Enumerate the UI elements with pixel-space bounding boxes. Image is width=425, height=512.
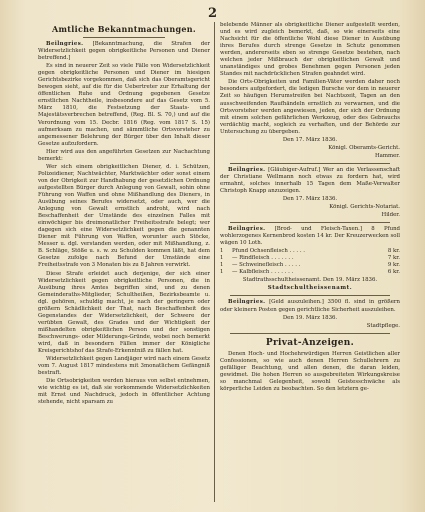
right-column — [220, 22, 400, 506]
notice-signature: Hilder. — [381, 212, 400, 219]
loan-notice: Beilngries. [Geld auszuleihen.] 3500 fl. sind in größern oder kleinern Posten gegen gerichtliche Sicherheit auszuleihen. — [220, 299, 400, 313]
notice-place: Beilngries. — [228, 226, 266, 233]
paragraph: Widersetzlichkeit gegen Landjäger wird nach einem Gesetz vom 7. August 1817 mindestens mit 3monatlichem Gefängniß bestraft. — [38, 356, 210, 377]
price-notice: Beilngries. [Brod- und Fleisch-Taxen.] 8 Pfund wohlerzogenes Kernenbrod kosten 14 kr. Der Kreuzerwecken soll wägen 10 Loth. — [220, 226, 400, 247]
price-row: 1 — Kalbfleisch . . . . . . . 6 kr. — [220, 269, 400, 276]
creditor-notice: Beilngries. [Gläubiger-Aufruf.] Wer an die Verlassenschaft der Christiane Wellmann noch etwas zu fordern hat, wird ermahnt, solches innerhalb 15 Tagen dem Maße-Verwalter Christoph Knapp anzuzeigen. — [220, 166, 400, 195]
notice-place: Beilngries. — [228, 299, 266, 306]
notice-authority: Königl. Gerichts-Notariat. — [329, 204, 400, 211]
notice-date: Den 17. März 1836. — [282, 136, 338, 143]
left-column — [38, 22, 210, 506]
price-list — [220, 248, 400, 276]
notice-date: Den 19. März 1836. — [282, 314, 338, 321]
notice-signature: Stadtpflege. — [366, 322, 400, 329]
paragraph: Die Orts-Obrigkeiten und Familien-Väter werden daher noch besonders aufgefordert, die ledigen Bursche vor dem in neuerer Zeit so häufigen Herumstreifen bei Nachtszeit, Tagen an den ausschweifenden Raufhändeln ernstlich zu verwarnen, und die Ortsvorsteher werden angewiesen, jeden, der sich der Ordnung mit einem solchen gefährlichen Werkzeug, oder des Gebrauchs verdächtig macht, sogleich zu verhaften, und der Behörde zur Untersuchung zu übergeben. — [220, 79, 400, 135]
notice-intro — [38, 41, 210, 62]
notice-title: [Bekanntmachung, die Strafen der Widersetzlichkeit gegen obrigkeitliche Personen und Diener betreffend.] — [38, 41, 210, 62]
notice-signature: Hammer. — [374, 152, 400, 159]
section-heading-official: Amtliche Bekanntmachungen. — [52, 24, 196, 34]
price-row: 1 — Rindfleisch . . . . . . . 7 kr. — [220, 255, 400, 262]
notice-authority: Königl. Oberamts-Gericht. — [328, 144, 400, 151]
notice-date: Stadtrathsschultheissenamt. Den 19. März 1836. — [242, 277, 378, 284]
paragraph: Wer sich einem obrigkeitlichen Diener, d. i. Schützen, Polizeidiener, Nachtwächter, Marktwächter oder sonst einem von der Obrigkeit zur Handhabung der gesetzlichen Ordnung aufgestellten Bürger durch Anlegung von Gewalt, sohin ohne Führung von Waffen und ohne Mißhandlung des Dieners, in Ausübung seines Berufes widersetzt, oder auch, wer die Anlegung von Gewalt ernstlich androht, wird nach Beschaffenheit der Umstände des einzelnen Falles mit einwöchiger bis dreimonatlicher Freiheitsstrafe belegt; wer dagegen sich eine Widersetzlichkeit gegen die genannten Diener mit Führung von Waffen, worunter auch Stöcke, Messer u. dgl. verstanden werden, oder mit Mißhandlung, z. B. Schläge, Stöße u. s. w. zu Schulden kommen läßt, hat dem Gesetze zufolge nach Befund der Umstände eine Freiheitsstrafe von 3 Monaten bis zu 8 Jahren verwirkt. — [38, 163, 210, 269]
page-number: 2 — [207, 6, 218, 21]
notice-date: Den 17. März 1836. — [282, 196, 338, 203]
section-heading-private: Privat-Anzeigen. — [265, 337, 355, 348]
separator-rule — [230, 333, 390, 334]
paragraph: Es sind in neuerer Zeit so viele Fälle von Widersetzlichkeit gegen obrigkeitliche Personen und Diener im hiesigen Gerichtsbezirke vorgekommen, daß sich das Oberamtsgericht bewogen sieht, auf die für die Uebertreter zur Erhaltung der öffentlichen Ruhe und Ordnung gegebenen Gesetze ernstlichen Nachtheile, insbesondere auf das Gesetz vom 5. März 1810, die Festsetzung der Staats- und Majestätsverbrechen betreffend, (Reg. Bl. S. 70,) und auf die Verordnung vom 15. Decbr. 1816 (Reg. vom 1817 S. 15) aufmerksam zu machen, und sämmtliche Ortsvorsteher zu angemessener Belehrung der Bürger über den Inhalt dieser Gesetze aufzufordern. — [38, 63, 210, 147]
heading-rule — [83, 37, 165, 38]
paragraph: Die Ortsobrigkeiten werden hieraus von selbst entnehmen, wie wichtig es ist, daß sie vorkommende Widersetzlichkeiten mit Ernst und Nachdruck, jedoch in öffentlicher Achtung stehende, nicht sparsam zu — [38, 378, 210, 406]
price-row: 1 — Schweinefleisch . . . . . 9 kr. — [220, 262, 400, 269]
column-divider — [214, 22, 215, 502]
separator-rule — [230, 163, 390, 164]
paragraph: Hier wird aus den angeführten Gesetzen zur Nachachtung bemerkt: — [38, 148, 210, 162]
paragraph: Denen Hoch- und Hochehrwürdigen Herren Geistlichen aller Confessionen, so wie auch denen Herren Schullehrern zu gefälliger Beachtung, und allen denen, die daran leiden, gewidmet. Die hohen Herren so ausgebreiteten Wirkungskreise so manchmal Gelegenheit, sowohl Geistesschwäche als körperliche Leiden zu beobachten. So den letztern ge- — [220, 350, 400, 392]
notice-signature: Stadtschultheissenamt. — [267, 285, 353, 292]
paragraph: Diese Strafe erleidet auch derjenige, der sich einer Widersetzlichkeit gegen obrigkeitliche Personen, die in Ausübung ihres Amtes begriffen sind, und zu denen Gemeinderaths-Mitglieder, Schultheißen, Bezirksbeamte u. dgl. gehören, schuldig macht, je nach der geringern oder größern Schädlichkeit der That, nach Beschaffenheit des Gegenstandes der Widersetzlichkeit, der Schwere der verübten Gewalt, des Grades und der Wichtigkeit der mißhandelten obrigkeitlichen Person und der sonstigen Beschwerungs- oder Milderungs-Gründe, wobei noch bemerkt wird, daß in besondern Fällen immer der Königliche Kreisgerichtshof das Strafe-Erkenntniß zu fällen hat. — [38, 270, 210, 355]
separator-rule — [230, 222, 390, 223]
price-row: 1 Pfund Ochsenfleisch . . . . . 8 kr. — [220, 248, 400, 255]
paragraph: belebende Männer als obrigkeitliche Diener aufgestellt werden, und es wird zugleich bemerkt, daß, so wie einerseits eine Nachsicht für die öffentliche Wohl diese Diener in Ausübung ihres Berufes durch strenge Gesetze in Schutz genommen werden, andererseits eben so strenge Gesetze bestehen, nach welchen jeder Mißbrauch der obrigkeitlichen Gewalt und unanständiges und grobes Benehmen gegen Personen jeden Standes mit nachdrücklichen Strafen geahndet wird. — [220, 22, 400, 78]
notice-place: Beilngries. — [46, 41, 84, 47]
notice-place: Beilngries. — [228, 166, 266, 173]
separator-rule — [230, 295, 390, 296]
